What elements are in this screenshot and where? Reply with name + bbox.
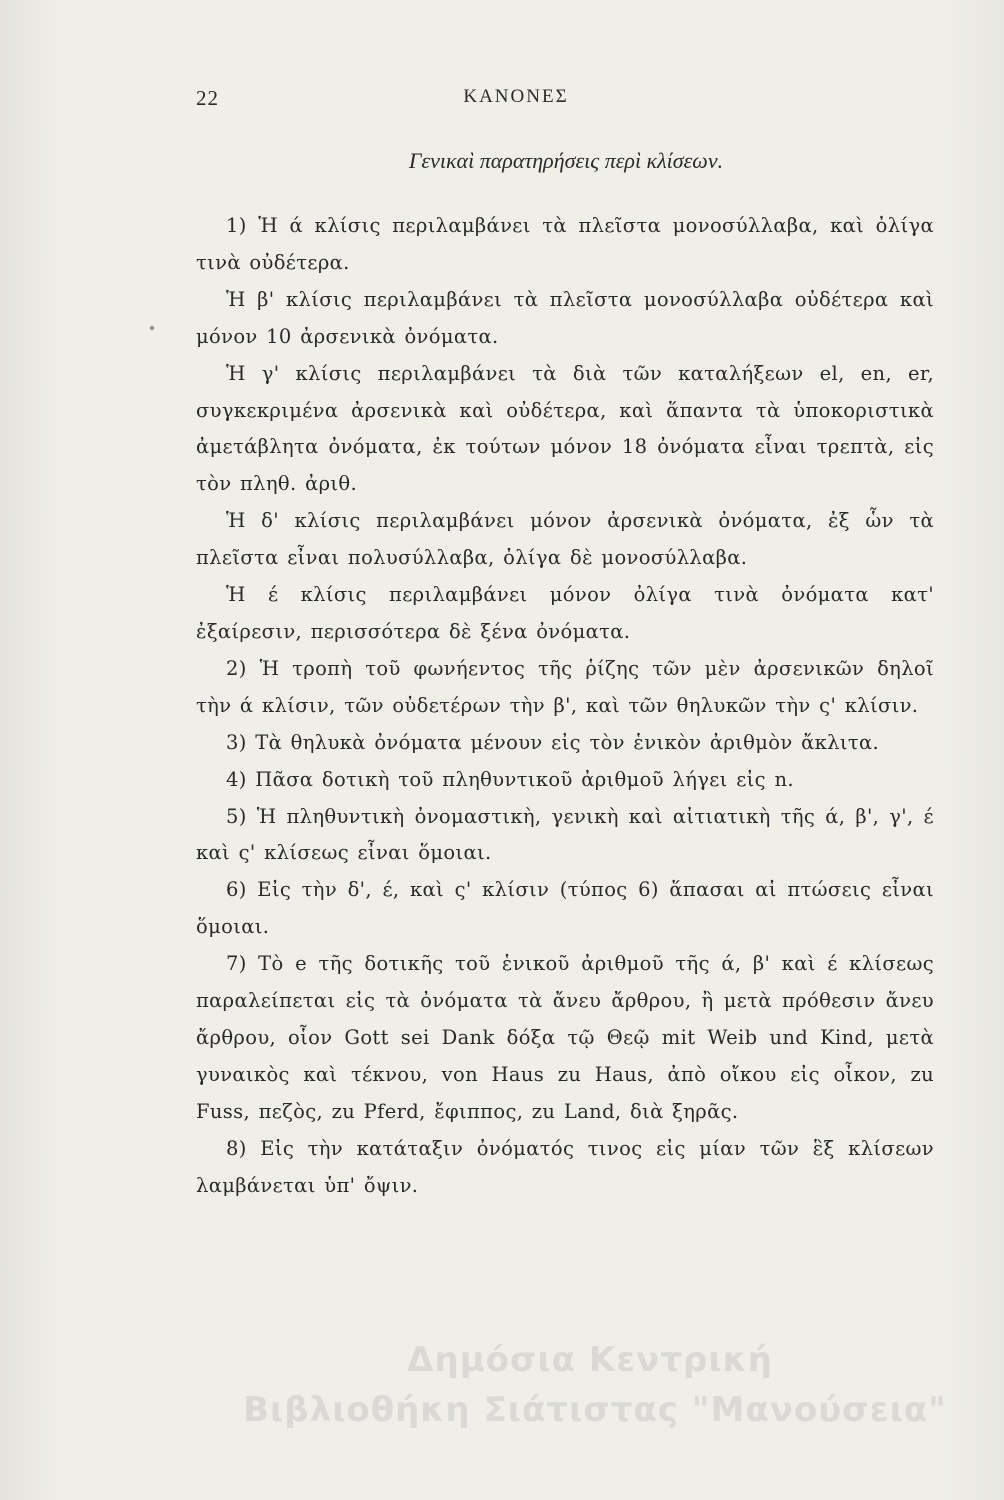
library-watermark-line-1: Δημόσια Κεντρική	[407, 1340, 773, 1380]
paragraph-7: 3) Τὰ θηλυκὰ ὀνόματα μένουν εἰς τὸν ἑνικὸν ἀριθμὸν ἄκλιτα.	[226, 730, 880, 754]
page-number: 22	[196, 86, 219, 110]
paragraph-9: 5) Ἡ πληθυντικὴ ὀνομαστικὴ, γενικὴ καὶ αἰτιατικὴ τῆς ά, β', γ', έ καὶ ς' κλίσεως εἶναι ὅμοιαι.	[196, 804, 934, 865]
paragraph-12: 8) Εἰς τὴν κατάταξιν ὀνόματός τινος εἰς μίαν τῶν ἓξ κλίσεων λαμβάνεται ὑπ' ὄψιν.	[196, 1136, 934, 1197]
paragraph-2: Ἡ β' κλίσις περιλαμβάνει τὰ πλεῖστα μονοσύλλαβα οὐδέτερα καὶ μόνον 10 ἀρσενικὰ ὀνόματα.	[196, 287, 934, 348]
paragraph-10: 6) Εἰς τὴν δ', έ, καὶ ς' κλίσιν (τύπος 6) ἅπασαι αἱ πτώσεις εἶναι ὅμοιαι.	[196, 878, 934, 939]
paragraph-8: 4) Πᾶσα δοτικὴ τοῦ πληθυντικοῦ ἀριθμοῦ λήγει εἰς n.	[226, 767, 794, 791]
library-watermark-line-2: Βιβλιοθήκη Σιάτιστας "Μανούσεια"	[243, 1390, 947, 1430]
section-heading: Γενικαὶ παρατηρήσεις περὶ κλίσεων.	[408, 148, 724, 173]
paragraph-6: 2) Ἡ τροπὴ τοῦ φωνήεντος τῆς ῥίζης τῶν μὲν ἀρσενικῶν δηλοῖ τὴν ά κλίσιν, τῶν οὐδετέρων τὴν β', καὶ τῶν θηλυκῶν τὴν ς' κλίσιν.	[196, 656, 934, 717]
paragraph-4: Ἡ δ' κλίσις περιλαμβάνει μόνον ἀρσενικὰ ὀνόματα, ἐξ ὧν τὰ πλεῖστα εἶναι πολυσύλλαβα, ὀλίγα δὲ μονοσύλλαβα.	[196, 509, 934, 570]
paper-speck	[150, 326, 154, 330]
running-title: ΚΑΝΟΝΕΣ	[463, 86, 569, 107]
body-text	[196, 208, 934, 1204]
paragraph-5: Ἡ έ κλίσις περιλαμβάνει μόνον ὀλίγα τινὰ ὀνόματα κατ' ἐξαίρεσιν, περισσότερα δὲ ξένα ὀνόματα.	[196, 583, 934, 643]
paragraph-1: 1) Ἡ ά κλίσις περιλαμβάνει τὰ πλεῖστα μονοσύλλαβα, καὶ ὀλίγα τινὰ οὐδέτερα.	[196, 214, 934, 274]
running-head	[196, 86, 936, 116]
paragraph-11: 7) Τὸ e τῆς δοτικῆς τοῦ ἑνικοῦ ἀριθμοῦ τῆς ά, β' καὶ έ κλίσεως παραλείπεται εἰς τὰ ὀνόματα τὰ ἄνευ ἄρθρου, ἢ μετὰ πρόθεσιν ἄνευ ἄρθρου, οἷον Gott sei Dank δόξα τῷ Θεῷ mit Weib und Kind, μετὰ γυναικὸς καὶ τέκνου, von Haus zu Haus, ἀπὸ οἴκου εἰς οἶκον, zu Fuss, πεζὸς, zu Pferd, ἔφιππος, zu Land, διὰ ξηρᾶς.	[196, 952, 934, 1123]
paragraph-3: Ἡ γ' κλίσις περιλαμβάνει τὰ διὰ τῶν καταλήξεων el, en, er, συγκεκριμένα ἀρσενικὰ καὶ οὐδέτερα, καὶ ἅπαντα τὰ ὑποκοριστικὰ ἀμετάβλητα ὀνόματα, ἐκ τούτων μόνον 18 ὀνόματα εἶναι τρεπτὰ, εἰς τὸν πληθ. ἀριθ.	[196, 361, 934, 496]
